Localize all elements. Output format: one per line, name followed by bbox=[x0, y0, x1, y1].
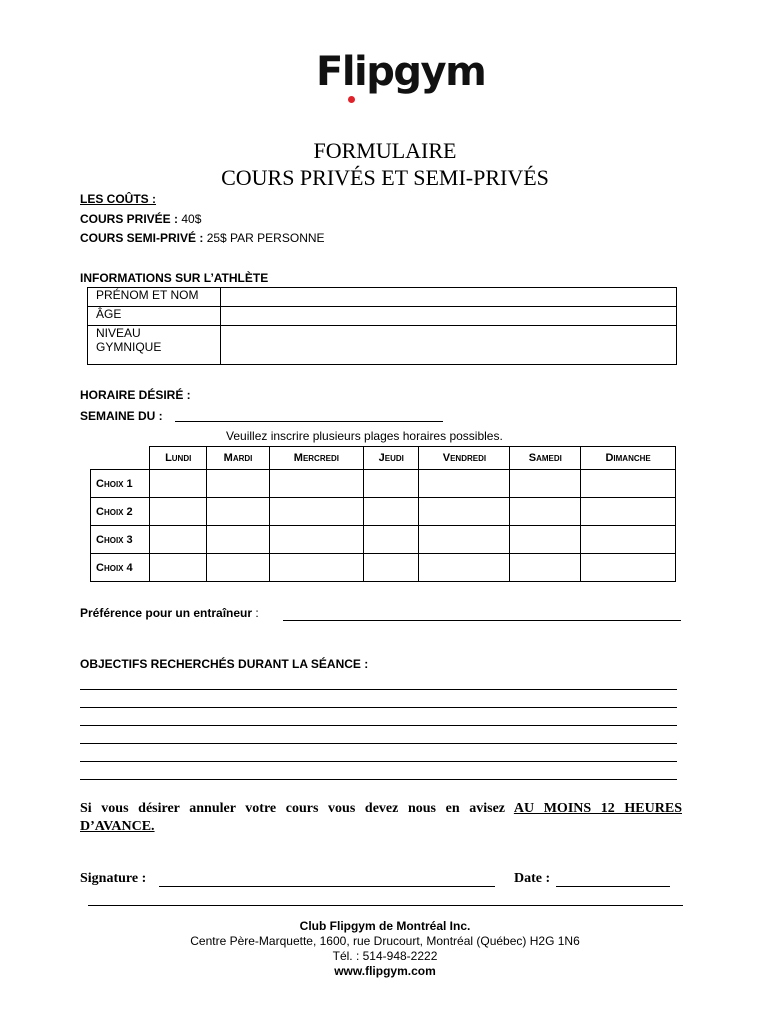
private-cost-value: 40$ bbox=[181, 212, 202, 226]
semi-private-cost bbox=[80, 231, 325, 245]
cancel-notice-line2: D’AVANCE. bbox=[80, 819, 155, 834]
schedule-cell[interactable] bbox=[419, 470, 510, 498]
athlete-level-label bbox=[88, 326, 221, 365]
signature-label: Signature : bbox=[80, 871, 147, 886]
objectives-line[interactable] bbox=[80, 689, 677, 690]
cancel-emphasis-1: AU MOINS 12 HEURES bbox=[513, 801, 682, 816]
schedule-cell[interactable] bbox=[364, 470, 419, 498]
schedule-cell[interactable] bbox=[510, 554, 581, 582]
semi-cost-value: 25$ PAR PERSONNE bbox=[206, 231, 325, 245]
table-row bbox=[88, 307, 677, 326]
logo-text: Flipgym bbox=[316, 49, 486, 95]
schedule-cell[interactable] bbox=[581, 554, 676, 582]
athlete-age-field[interactable] bbox=[221, 307, 677, 326]
schedule-cell[interactable] bbox=[207, 498, 269, 526]
table-row bbox=[88, 288, 677, 307]
schedule-note: Veuillez inscrire plusieurs plages horaires possibles. bbox=[226, 429, 503, 443]
day-tuesday: Mardi bbox=[207, 447, 269, 470]
level-label-line2: GYMNIQUE bbox=[96, 340, 162, 354]
schedule-cell[interactable] bbox=[364, 498, 419, 526]
schedule-cell[interactable] bbox=[207, 526, 269, 554]
private-cost-label: COURS PRIVÉE : bbox=[80, 212, 179, 226]
objectives-line[interactable] bbox=[80, 761, 677, 762]
schedule-table bbox=[90, 446, 676, 582]
table-row bbox=[91, 526, 676, 554]
date-label: Date : bbox=[514, 871, 551, 886]
athlete-name-label: PRÉNOM ET NOM bbox=[88, 288, 221, 307]
schedule-heading: HORAIRE DÉSIRÉ : bbox=[80, 388, 191, 402]
athlete-heading: INFORMATIONS SUR L’ATHLÈTE bbox=[80, 271, 269, 285]
choice-label: Choix 1 bbox=[91, 470, 150, 498]
schedule-cell[interactable] bbox=[510, 526, 581, 554]
objectives-line[interactable] bbox=[80, 707, 677, 708]
date-input-line[interactable] bbox=[556, 886, 670, 887]
schedule-cell[interactable] bbox=[419, 554, 510, 582]
table-row bbox=[91, 498, 676, 526]
athlete-level-field[interactable] bbox=[221, 326, 677, 365]
objectives-line[interactable] bbox=[80, 725, 677, 726]
footer-address: Centre Père-Marquette, 1600, rue Drucourt, Montréal (Québec) H2G 1N6 bbox=[190, 934, 580, 948]
private-cost bbox=[80, 212, 201, 226]
schedule-cell[interactable] bbox=[269, 526, 363, 554]
trainer-colon: : bbox=[255, 606, 259, 620]
footer-company: Club Flipgym de Montréal Inc. bbox=[299, 919, 471, 933]
athlete-name-field[interactable] bbox=[221, 288, 677, 307]
schedule-header-row bbox=[91, 447, 676, 470]
schedule-cell[interactable] bbox=[364, 554, 419, 582]
form-subtitle: COURS PRIVÉS ET SEMI-PRIVÉS bbox=[221, 165, 549, 190]
table-row bbox=[88, 326, 677, 365]
week-input-line[interactable] bbox=[175, 421, 443, 422]
flipgym-logo bbox=[316, 49, 486, 95]
choice-label: Choix 2 bbox=[91, 498, 150, 526]
footer-phone: Tél. : 514-948-2222 bbox=[332, 949, 438, 963]
cancel-text: Si vous désirer annuler votre cours vous devez nous en avisez bbox=[80, 801, 506, 816]
objectives-line[interactable] bbox=[80, 743, 677, 744]
header-empty-cell bbox=[91, 447, 150, 470]
day-saturday: Samedi bbox=[510, 447, 581, 470]
choice-label: Choix 3 bbox=[91, 526, 150, 554]
athlete-table bbox=[87, 287, 677, 365]
schedule-cell[interactable] bbox=[581, 498, 676, 526]
schedule-cell[interactable] bbox=[581, 526, 676, 554]
schedule-cell[interactable] bbox=[581, 470, 676, 498]
athlete-age-label: ÂGE bbox=[88, 307, 221, 326]
choice-label: Choix 4 bbox=[91, 554, 150, 582]
schedule-cell[interactable] bbox=[150, 470, 207, 498]
footer-divider bbox=[88, 905, 683, 906]
table-row bbox=[91, 554, 676, 582]
schedule-cell[interactable] bbox=[419, 526, 510, 554]
semi-cost-label: COURS SEMI-PRIVÉ : bbox=[80, 231, 204, 245]
level-label-line1: NIVEAU bbox=[96, 326, 141, 340]
day-thursday: Jeudi bbox=[364, 447, 419, 470]
table-row bbox=[91, 470, 676, 498]
schedule-cell[interactable] bbox=[150, 526, 207, 554]
signature-input-line[interactable] bbox=[159, 886, 495, 887]
trainer-input-line[interactable] bbox=[283, 620, 681, 621]
schedule-cell[interactable] bbox=[150, 498, 207, 526]
day-sunday: Dimanche bbox=[581, 447, 676, 470]
week-label: SEMAINE DU : bbox=[80, 409, 163, 423]
schedule-cell[interactable] bbox=[269, 470, 363, 498]
costs-heading: LES COÛTS : bbox=[80, 192, 157, 206]
objectives-line[interactable] bbox=[80, 779, 677, 780]
schedule-cell[interactable] bbox=[269, 498, 363, 526]
schedule-cell[interactable] bbox=[419, 498, 510, 526]
schedule-cell[interactable] bbox=[510, 470, 581, 498]
form-title: FORMULAIRE bbox=[313, 138, 457, 163]
footer-website[interactable]: www.flipgym.com bbox=[334, 964, 436, 978]
trainer-preference bbox=[80, 606, 259, 620]
cancel-notice-line1 bbox=[80, 800, 682, 818]
logo-red-dot bbox=[348, 96, 355, 103]
day-monday: Lundi bbox=[150, 447, 207, 470]
objectives-heading: OBJECTIFS RECHERCHÉS DURANT LA SÉANCE : bbox=[80, 657, 369, 671]
schedule-cell[interactable] bbox=[150, 554, 207, 582]
day-friday: Vendredi bbox=[419, 447, 510, 470]
trainer-label: Préférence pour un entraîneur bbox=[80, 606, 253, 620]
schedule-cell[interactable] bbox=[207, 470, 269, 498]
schedule-cell[interactable] bbox=[364, 526, 419, 554]
schedule-cell[interactable] bbox=[207, 554, 269, 582]
day-wednesday: Mercredi bbox=[269, 447, 363, 470]
schedule-cell[interactable] bbox=[510, 498, 581, 526]
schedule-cell[interactable] bbox=[269, 554, 363, 582]
